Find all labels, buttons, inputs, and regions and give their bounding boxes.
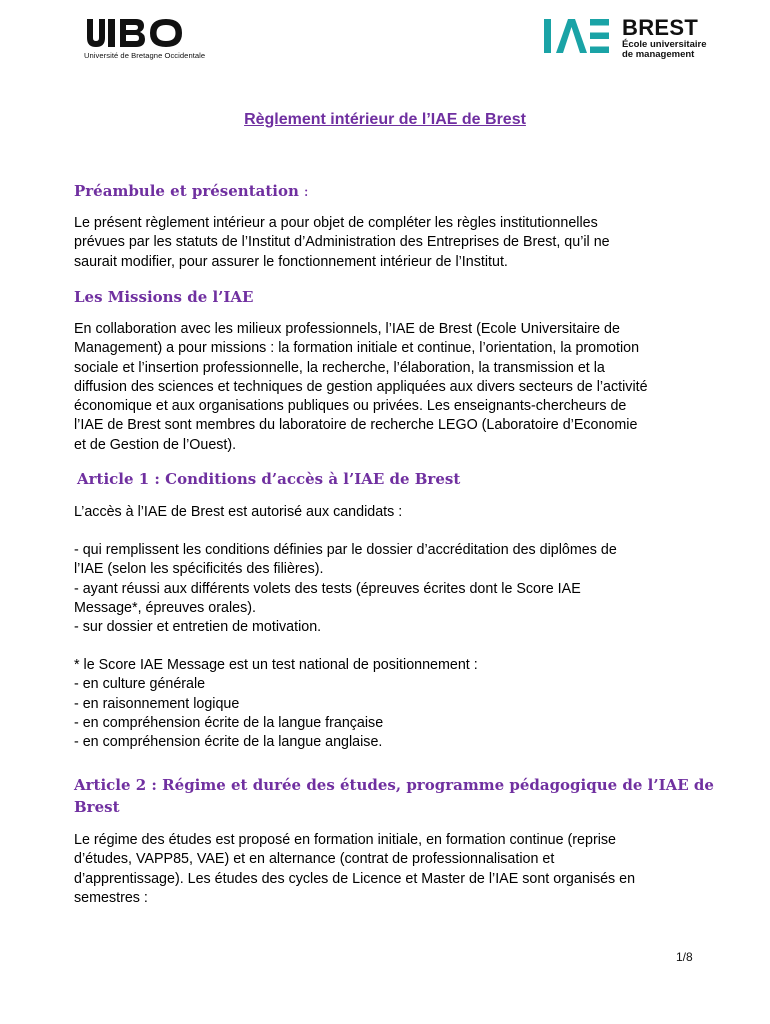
list-item: - qui remplissent les conditions définies par le dossier d’accréditation des diplômes de [74,542,617,558]
text-line: économique et aux organisations publiques ou privées. Les enseignants-chercheurs de [74,398,627,415]
text-line: l’IAE de Brest sont membres du laboratoire de recherche LEGO (Laboratoire d’Economie [74,417,638,434]
text-line: d’études, VAPP85, VAE) et en alternance (contrat de professionnalisation et [74,851,555,868]
text-line: En collaboration avec les milieux professionnels, l’IAE de Brest (Ecole Universitaire de [74,321,620,337]
text-line: Le régime des études est proposé en formation initiale, en formation continue (reprise [74,832,616,848]
list-item: - en culture générale [74,676,206,693]
text-line: prévues par les statuts de l’Institut d’Administration des Entreprises de Brest, qu’il ne [74,234,610,251]
text-line: sociale et l’insertion professionnelle, la recherche, l’élaboration, la transmission et la [74,359,605,376]
ubo-subtitle: Université de Bretagne Occidentale [84,51,206,60]
text-line: Management) a pour missions : la formation initiale et continue, l’orientation, la promotion [74,340,640,357]
list-item: - en compréhension écrite de la langue française [74,714,384,731]
iae-logo-mark [544,17,610,55]
document-title: Règlement intérieur de l’IAE de Brest [244,111,526,128]
text-line: diffusion des sciences et techniques de gestion appliquées aux divers secteurs de l’activité [74,378,648,395]
text-line: L’accès à l’IAE de Brest est autorisé aux candidats : [74,504,403,520]
iae-subtitle-line: École universitaire [622,39,707,50]
iae-subtitle-line: de management [622,49,695,60]
preambule-heading-colon: : [298,182,309,200]
list-item: Message*, épreuves orales). [74,599,256,616]
page-number: 1/8 [676,950,693,964]
ubo-logo [84,16,209,60]
list-item: - en raisonnement logique [74,695,240,712]
list-item: l’IAE (selon les spécificités des filières). [74,561,324,578]
iae-brest-text: BREST [622,15,699,40]
text-line: et de Gestion de l’Ouest). [74,436,237,453]
text-line: semestres : [74,889,148,906]
list-item: - en compréhension écrite de la langue anglaise. [74,734,383,751]
preambule-heading-text: Préambule et présentation [74,182,299,200]
list-item: - sur dossier et entretien de motivation. [74,619,322,636]
list-item: - ayant réussi aux différents volets des tests (épreuves écrites dont le Score IAE [74,580,581,597]
preambule-heading [74,180,309,202]
iae-brest-logo [544,15,707,60]
heading-line: Article 2 : Régime et durée des études, programme pédagogique de l’IAE de [74,776,714,794]
heading-line: Brest [74,798,120,816]
text-line: d’apprentissage). Les études des cycles de Licence et Master de l’IAE sont organisés en [74,870,636,887]
missions-paragraph [74,320,704,455]
ubo-logo-mark [84,16,204,50]
preambule-paragraph [74,214,704,272]
text-line: saurait modifier, pour assurer le fonctionnement intérieur de l’Institut. [74,253,508,270]
iae-subtitle [622,40,706,60]
missions-heading: Les Missions de l’IAE [74,288,254,306]
list-item: * le Score IAE Message est un test national de positionnement : [74,657,478,673]
article2-heading [74,774,714,818]
article1-heading: Article 1 : Conditions d’accès à l’IAE de Brest [77,470,461,488]
article1-conditions [74,541,704,637]
article1-intro [74,503,704,522]
article2-paragraph [74,831,704,908]
article1-note [74,656,704,752]
text-line: Le présent règlement intérieur a pour objet de compléter les règles institutionnelles [74,215,598,231]
